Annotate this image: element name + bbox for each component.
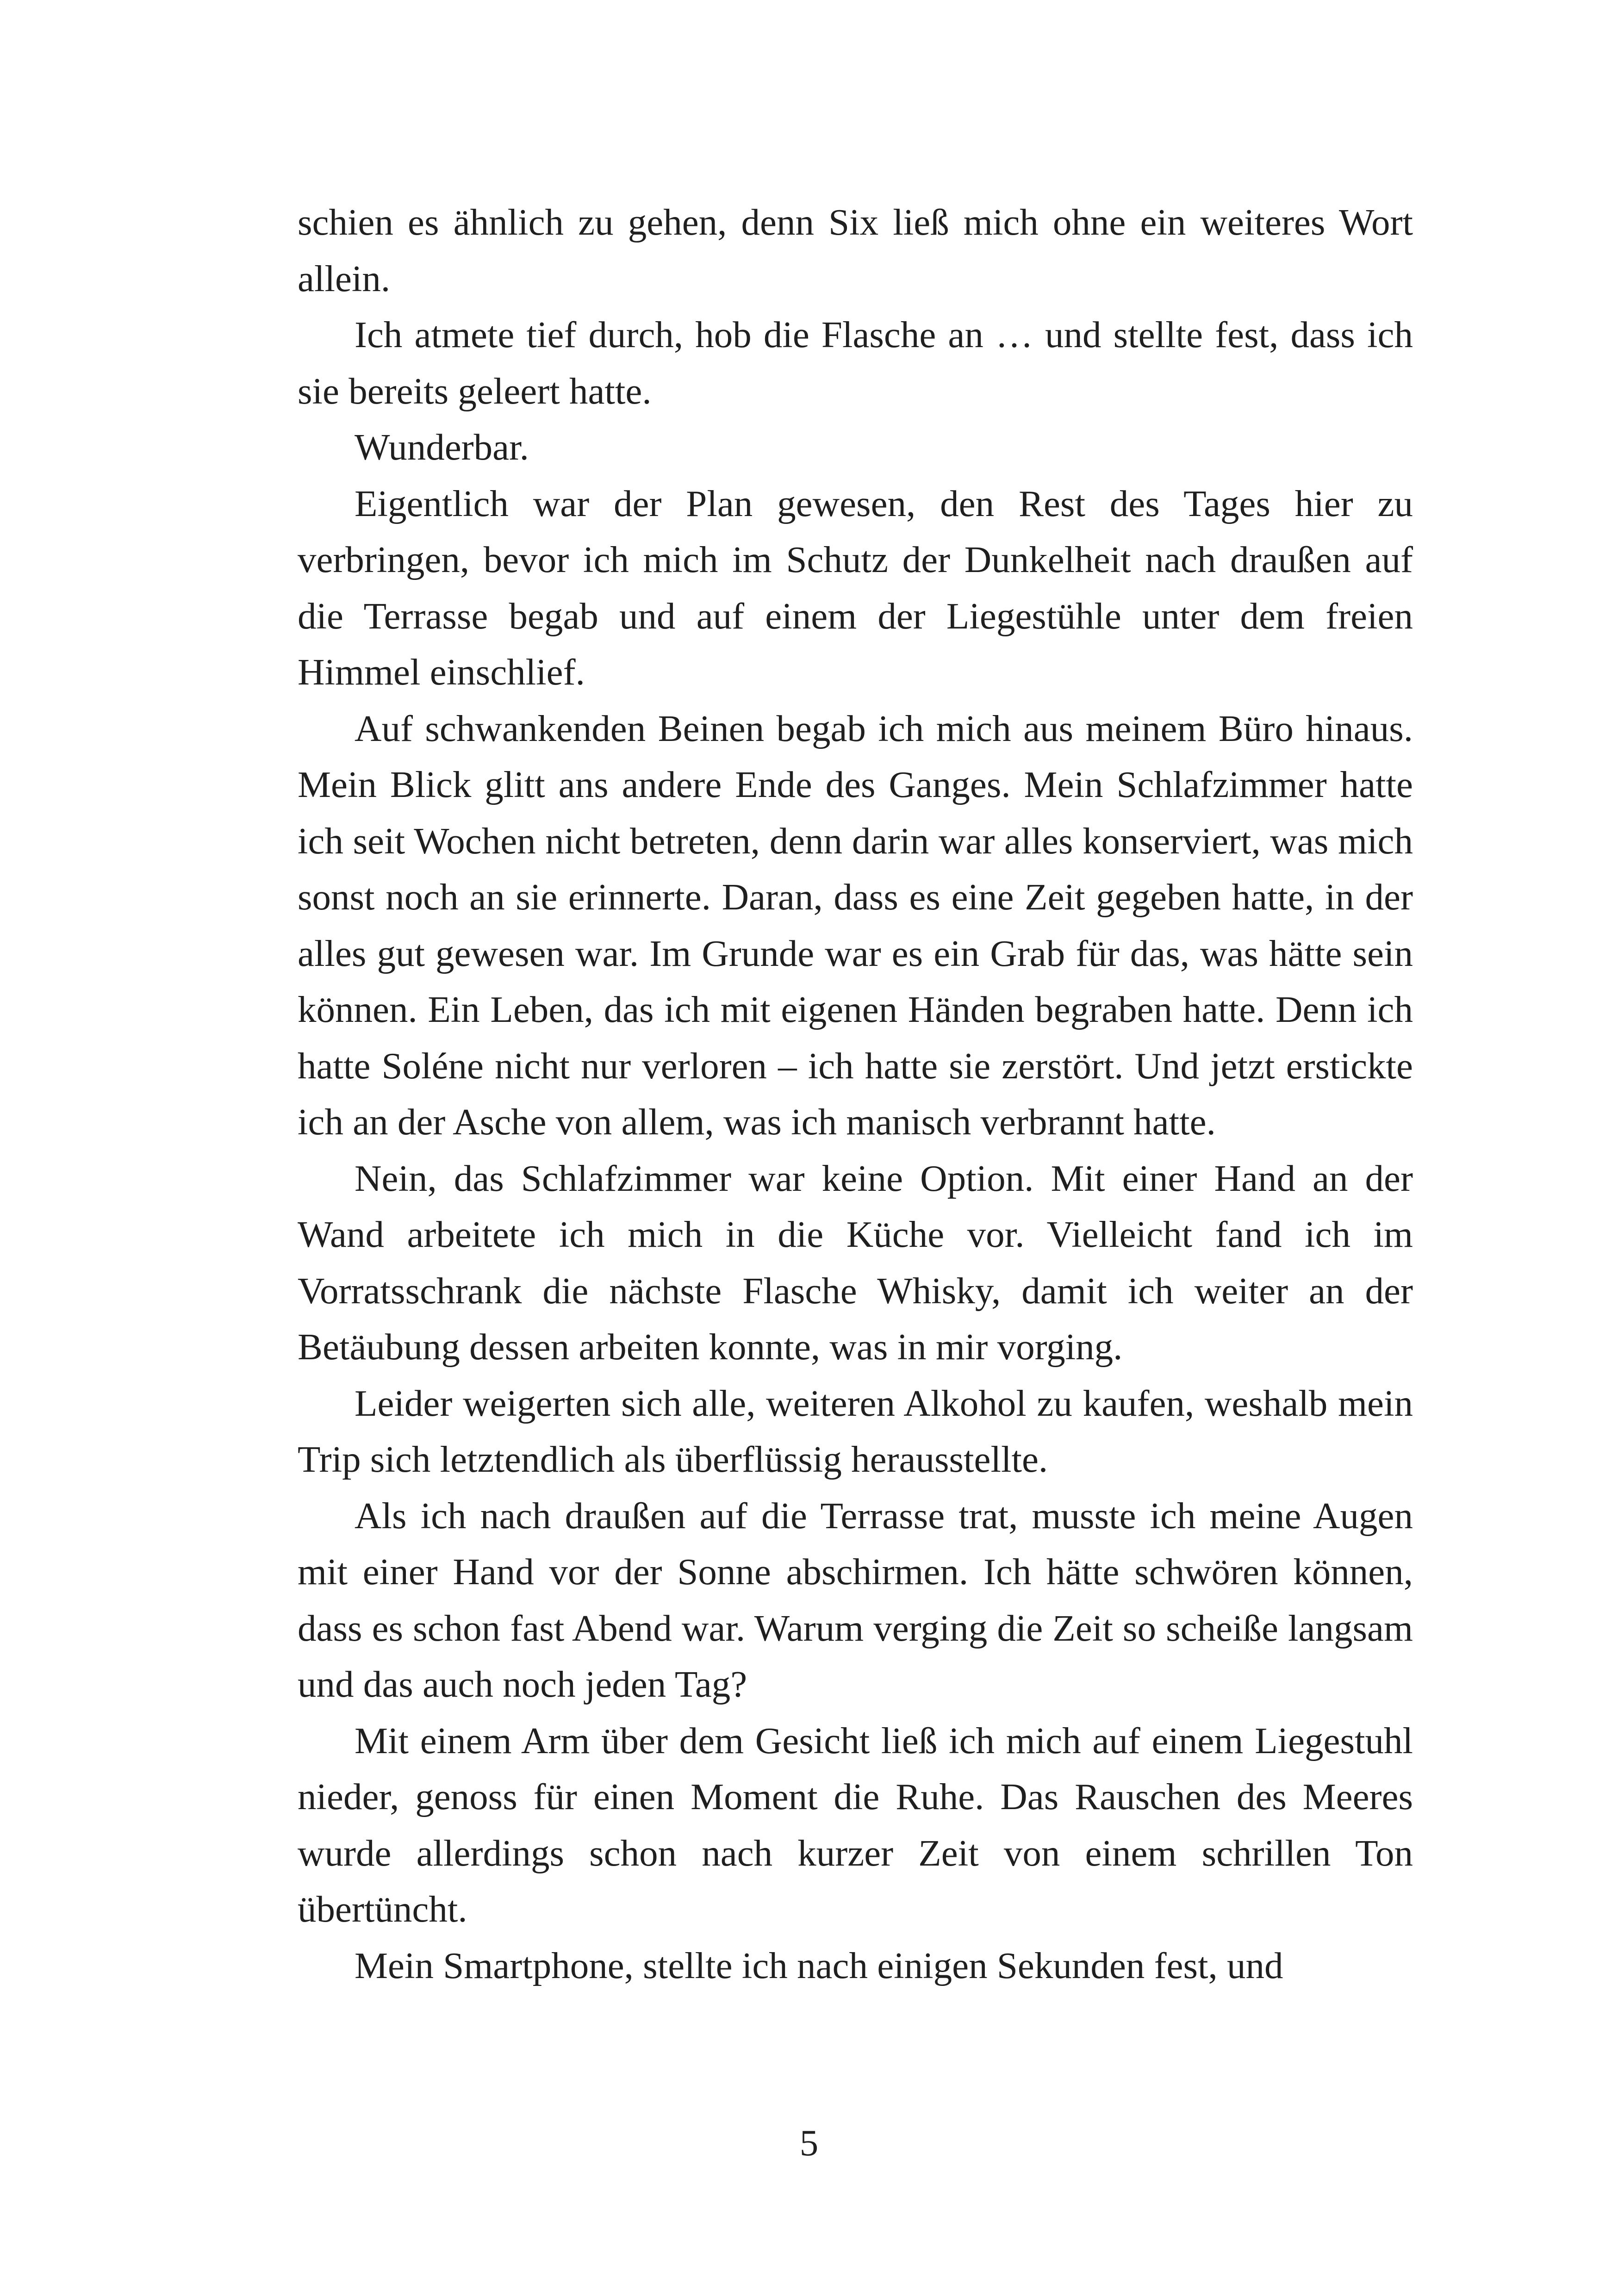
paragraph-5: Auf schwankenden Beinen begab ich mich aus meinem Büro hinaus. Mein Blick glitt ans andere Ende des Ganges. Mein Schlafzimmer hatte ich seit Wochen nicht betreten, denn darin war alles konserviert, was mich sonst noch an sie erinnerte. Daran, dass es eine Zeit gegeben hatte, in der alles gut gewesen war. Im Grunde war es ein Grab für das, was hätte sein können. Ein Leben, das ich mit eigenen Händen begraben hatte. Denn ich hatte Soléne nicht nur verloren – ich hatte sie zerstört. Und jetzt erstickte ich an der Asche von allem, was ich manisch verbrannt hatte. [298, 707, 1413, 1143]
paragraph-7: Leider weigerten sich alle, weiteren Alkohol zu kaufen, weshalb mein Trip sich letztendlich als überflüssig herausstellte. [298, 1382, 1413, 1480]
paragraph-3: Wunderbar. [355, 426, 529, 468]
paragraph-9: Mit einem Arm über dem Gesicht ließ ich mich auf einem Liegestuhl nieder, genoss für einen Moment die Ruhe. Das Rauschen des Meeres wurde allerdings schon nach kurzer Zeit von einem schrillen Ton übertüncht. [298, 1719, 1413, 1930]
paragraph-1: schien es ähnlich zu gehen, denn Six ließ mich ohne ein weiteres Wort allein. [298, 201, 1413, 299]
paragraph-10: Mein Smartphone, stellte ich nach einigen Sekunden fest, und [355, 1944, 1283, 1986]
paragraph-4: Eigentlich war der Plan gewesen, den Rest des Tages hier zu verbringen, bevor ich mich im Schutz der Dunkelheit nach draußen auf die Terrasse begab und auf einem der Liegestühle unter dem freien Himmel einschlief. [298, 482, 1413, 693]
paragraph-8: Als ich nach draußen auf die Terrasse trat, musste ich meine Augen mit einer Hand vor der Sonne abschirmen. Ich hätte schwören können, dass es schon fast Abend war. Warum verging die Zeit so scheiße langsam und das auch noch jeden Tag? [298, 1494, 1413, 1705]
body-text [298, 194, 1413, 1994]
paragraph-6: Nein, das Schlafzimmer war keine Option. Mit einer Hand an der Wand arbeitete ich mich in die Küche vor. Vielleicht fand ich im Vorratsschrank die nächste Flasche Whisky, damit ich weiter an der Betäubung dessen arbeiten konnte, was in mir vorging. [298, 1157, 1413, 1368]
paragraph-2: Ich atmete tief durch, hob die Flasche an … und stellte fest, dass ich sie bereits geleert hatte. [298, 314, 1413, 412]
page-number: 5 [799, 2122, 819, 2164]
